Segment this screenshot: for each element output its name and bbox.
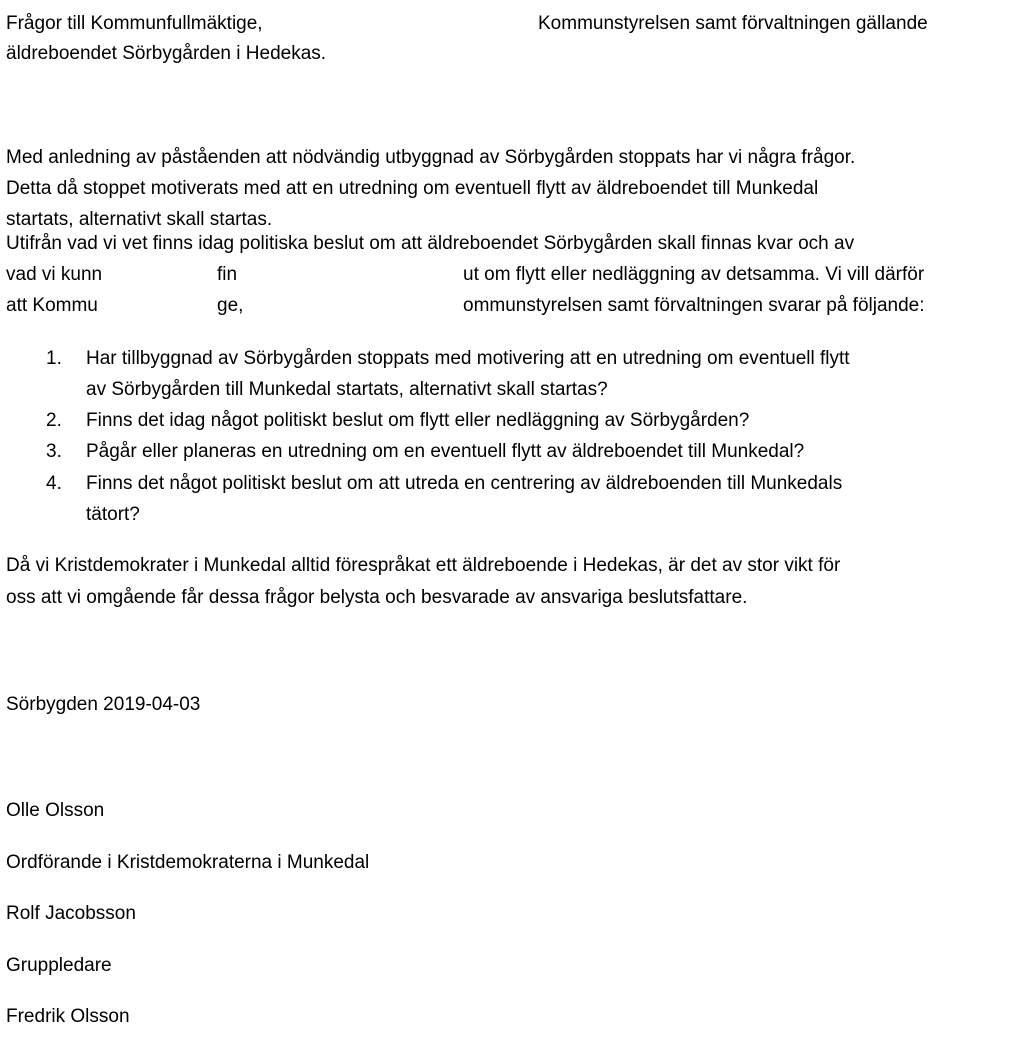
intro-line-2: Detta då stoppet motiverats med att en utredning om eventuell flytt av äldreboendet till Munkedal (6, 178, 819, 199)
question-1-number: 1. (46, 348, 62, 369)
question-3-number: 3. (46, 441, 62, 462)
closing-line-1: Då vi Kristdemokrater i Munkedal alltid förespråkat ett äldreboende i Hedekas, är det av stor vikt för (6, 555, 841, 576)
signatory-1-name: Olle Olsson (6, 800, 105, 821)
para2-line-1: Utifrån vad vi vet finns idag politiska beslut om att äldreboendet Sörbygården skall finnas kvar och av (6, 233, 855, 254)
intro-line-1: Med anledning av påståenden att nödvändig utbyggnad av Sörbygården stoppats har vi några frågor. (6, 147, 856, 168)
question-2-number: 2. (46, 410, 62, 431)
signatory-2-role: Gruppledare (6, 955, 112, 976)
question-2-line-1: Finns det idag något politiskt beslut om flytt eller nedläggning av Sörbygården? (86, 410, 750, 431)
para2-line-3-part-b: ge, (217, 295, 244, 316)
question-4-line-1: Finns det något politiskt beslut om att utreda en centrering av äldreboenden till Munkedals (86, 473, 843, 494)
question-4-line-2: tätort? (86, 504, 140, 525)
para2-line-2-part-a: vad vi kunn (6, 264, 103, 285)
question-3-line-1: Pågår eller planeras en utredning om en eventuell flytt av äldreboendet till Munkedal? (86, 441, 805, 462)
place-date: Sörbygden 2019-04-03 (6, 694, 201, 715)
header-left: Frågor till Kommunfullmäktige, (6, 13, 263, 34)
question-1-line-1: Har tillbyggnad av Sörbygården stoppats med motivering att en utredning om eventuell flytt (86, 348, 850, 369)
header-line-2: äldreboendet Sörbygården i Hedekas. (6, 43, 327, 64)
signatory-1-role: Ordförande i Kristdemokraterna i Munkedal (6, 852, 370, 873)
para2-line-2-part-c: ut om flytt eller nedläggning av detsamma. Vi vill därför (463, 264, 925, 285)
para2-line-2-part-b: fin (217, 264, 238, 285)
para2-line-3-part-c: ommunstyrelsen samt förvaltningen svarar på följande: (463, 295, 925, 316)
header-right: Kommunstyrelsen samt förvaltningen gällande (538, 13, 928, 34)
signatory-2-name: Rolf Jacobsson (6, 903, 136, 924)
para2-line-3-part-a: att Kommu (6, 295, 98, 316)
signatory-3-name: Fredrik Olsson (6, 1006, 130, 1027)
closing-line-2: oss att vi omgående får dessa frågor belysta och besvarade av ansvariga beslutsfattare. (6, 587, 748, 608)
question-4-number: 4. (46, 473, 62, 494)
question-1-line-2: av Sörbygården till Munkedal startats, alternativt skall startas? (86, 379, 608, 400)
intro-line-3: startats, alternativt skall startas. (6, 209, 273, 230)
